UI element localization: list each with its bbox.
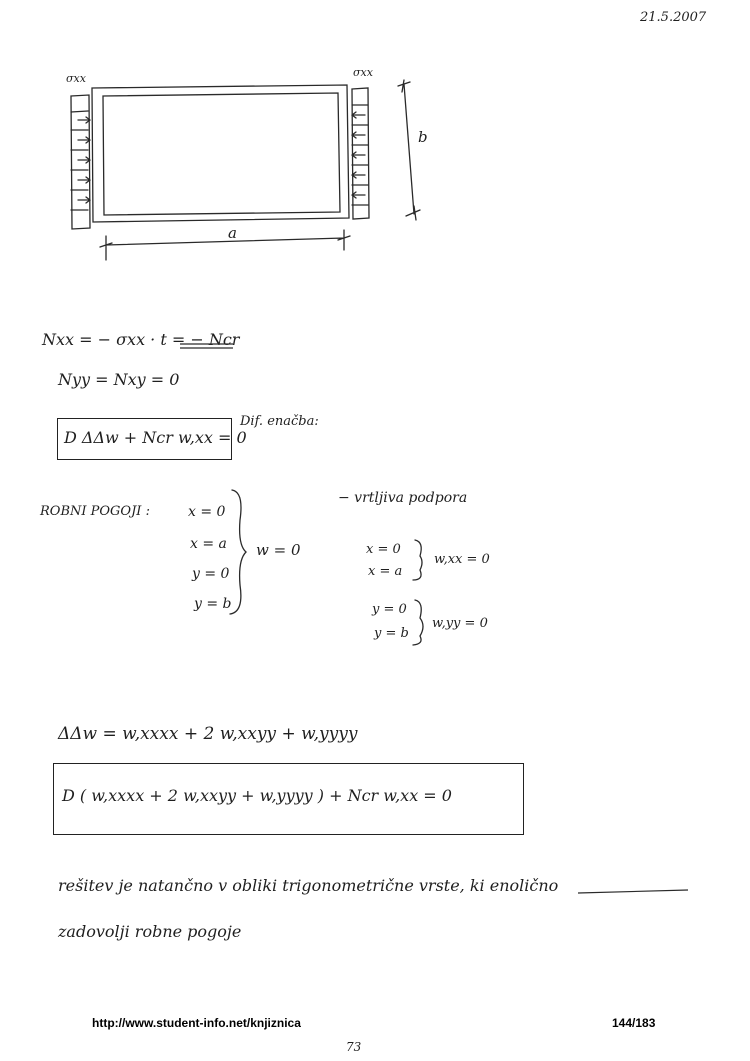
footer-url[interactable]: http://www.student-info.net/knjiznica <box>92 1016 301 1030</box>
diff-equation: D ΔΔw + Ncr w,xx = 0 <box>64 428 247 447</box>
y-condition-2: y = b <box>374 626 409 641</box>
brace-main <box>230 490 246 614</box>
dim-line-b <box>398 80 420 220</box>
biharmonic-equation: D ( w,xxxx + 2 w,xxyy + w,yyyy ) + Ncr w,xx = 0 <box>62 786 452 805</box>
note-line-1: rešitev je natančno v obliki trigonometrične vrste, ki enolično <box>58 876 559 895</box>
brace-y <box>413 600 423 645</box>
date-text: 21.5.2007 <box>640 10 707 25</box>
stress-label-left: σxx <box>66 72 86 85</box>
biharmonic-expansion: ΔΔw = w,xxxx + 2 w,xxyy + w,yyyy <box>58 724 358 744</box>
dim-line-a <box>100 230 350 260</box>
note-underline <box>578 890 688 893</box>
dimension-label-a: a <box>228 224 237 242</box>
boundary-result: w = 0 <box>256 541 301 559</box>
plate-sketch <box>0 0 750 300</box>
boundary-condition-2: x = a <box>190 536 227 552</box>
boundary-condition-4: y = b <box>194 596 232 612</box>
force-zero-equation: Nyy = Nxy = 0 <box>58 370 180 389</box>
boundary-condition-3: y = 0 <box>192 566 230 582</box>
plate-inner <box>103 93 340 215</box>
x-condition-1: x = 0 <box>366 542 401 557</box>
plate-outer <box>92 85 349 222</box>
dimension-label-b: b <box>418 128 428 146</box>
diff-equation-label: Dif. enačba: <box>240 414 319 429</box>
support-label: − vrtljiva podpora <box>338 490 468 506</box>
x-condition-2: x = a <box>368 564 403 579</box>
force-xx-equation: Nxx = − σxx · t = − Ncr <box>42 330 240 349</box>
y-result: w,yy = 0 <box>432 616 488 631</box>
note-line-2: zadovolji robne pogoje <box>58 922 242 941</box>
stress-label-right: σxx <box>353 66 373 79</box>
x-result: w,xx = 0 <box>434 552 490 567</box>
boundary-conditions-label: ROBNI POGOJI : <box>40 504 150 519</box>
page-number: 73 <box>346 1040 362 1054</box>
boundary-condition-1: x = 0 <box>188 504 226 520</box>
y-condition-1: y = 0 <box>372 602 407 617</box>
brace-x <box>413 540 422 580</box>
footer-page-count: 144/183 <box>612 1016 656 1030</box>
